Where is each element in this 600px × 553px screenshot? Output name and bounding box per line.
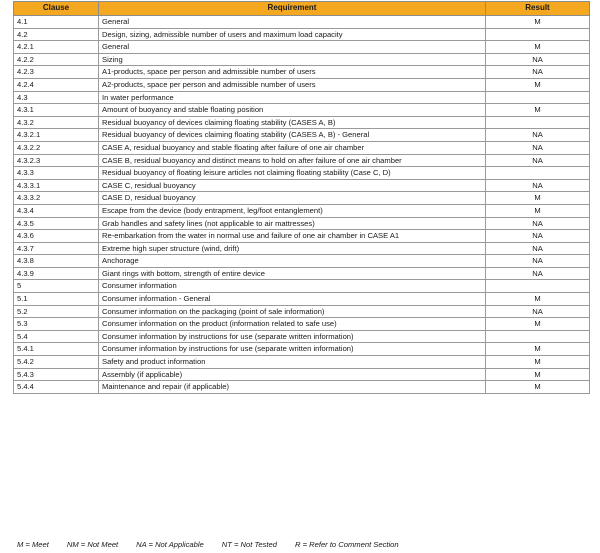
table-row — [14, 242, 590, 255]
requirement-cell: Grab handles and safety lines (not applicable to air mattresses) — [99, 217, 486, 230]
result-cell — [486, 28, 590, 41]
clause-cell: 5.4.4 — [14, 381, 99, 394]
requirement-cell: In water performance — [99, 91, 486, 104]
table-row — [14, 368, 590, 381]
table-row — [14, 179, 590, 192]
result-cell: M — [486, 343, 590, 356]
table-row — [14, 255, 590, 268]
table-row — [14, 204, 590, 217]
requirement-cell: CASE D, residual buoyancy — [99, 192, 486, 205]
result-cell — [486, 116, 590, 129]
clause-cell: 4.2.4 — [14, 78, 99, 91]
result-cell: M — [486, 356, 590, 369]
result-column-header: Result — [486, 2, 590, 16]
result-cell — [486, 167, 590, 180]
requirement-cell: Consumer information by instructions for use (separate written information) — [99, 330, 486, 343]
table-row — [14, 280, 590, 293]
result-cell: NA — [486, 255, 590, 268]
clause-cell: 4.3.5 — [14, 217, 99, 230]
clause-cell: 4.3.8 — [14, 255, 99, 268]
table-row — [14, 230, 590, 243]
clause-cell: 5.4.3 — [14, 368, 99, 381]
clause-cell: 4.3.7 — [14, 242, 99, 255]
requirement-cell: Consumer information by instructions for use (separate written information) — [99, 343, 486, 356]
requirement-cell: CASE A, residual buoyancy and stable floating after failure of one air chamber — [99, 141, 486, 154]
table-row — [14, 141, 590, 154]
clause-cell: 4.1 — [14, 16, 99, 29]
requirement-cell: General — [99, 41, 486, 54]
table-body — [14, 16, 590, 394]
legend-item: NT = Not Tested — [221, 540, 277, 549]
requirement-column-header: Requirement — [99, 2, 486, 16]
requirement-cell: Safety and product information — [99, 356, 486, 369]
table-row — [14, 28, 590, 41]
requirement-cell: CASE B, residual buoyancy and distinct means to hold on after failure of one air chamber — [99, 154, 486, 167]
clause-cell: 4.3 — [14, 91, 99, 104]
table-row — [14, 154, 590, 167]
requirement-cell: Maintenance and repair (if applicable) — [99, 381, 486, 394]
clause-cell: 4.2 — [14, 28, 99, 41]
legend-item: R = Refer to Comment Section — [295, 540, 399, 549]
result-cell: NA — [486, 230, 590, 243]
table-row — [14, 66, 590, 79]
result-cell: M — [486, 204, 590, 217]
clause-cell: 4.3.4 — [14, 204, 99, 217]
result-cell: NA — [486, 154, 590, 167]
table-row — [14, 356, 590, 369]
requirement-cell: Consumer information on the packaging (point of sale information) — [99, 305, 486, 318]
requirement-cell: Consumer information on the product (information related to safe use) — [99, 318, 486, 331]
legend-item: NM = Not Meet — [66, 540, 119, 549]
table-row — [14, 192, 590, 205]
clause-cell: 4.3.9 — [14, 267, 99, 280]
result-cell — [486, 91, 590, 104]
requirement-cell: Sizing — [99, 53, 486, 66]
table-row — [14, 104, 590, 117]
result-cell: NA — [486, 267, 590, 280]
result-cell: M — [486, 381, 590, 394]
requirements-table — [13, 1, 590, 394]
clause-cell: 4.3.1 — [14, 104, 99, 117]
table-row — [14, 330, 590, 343]
result-cell: NA — [486, 305, 590, 318]
result-cell — [486, 330, 590, 343]
clause-cell: 4.3.3.2 — [14, 192, 99, 205]
requirement-cell: Anchorage — [99, 255, 486, 268]
clause-cell: 5.2 — [14, 305, 99, 318]
clause-cell: 4.3.3 — [14, 167, 99, 180]
requirement-cell: Consumer information - General — [99, 293, 486, 306]
table-row — [14, 381, 590, 394]
result-cell: M — [486, 41, 590, 54]
result-cell: NA — [486, 242, 590, 255]
clause-cell: 5.3 — [14, 318, 99, 331]
clause-cell: 4.3.2 — [14, 116, 99, 129]
result-cell: M — [486, 16, 590, 29]
result-cell: M — [486, 368, 590, 381]
result-cell: NA — [486, 217, 590, 230]
result-cell: NA — [486, 129, 590, 142]
table-row — [14, 16, 590, 29]
table-header-row — [14, 2, 590, 16]
table-row — [14, 293, 590, 306]
table-row — [14, 91, 590, 104]
table-row — [14, 305, 590, 318]
result-cell: NA — [486, 66, 590, 79]
clause-cell: 4.3.3.1 — [14, 179, 99, 192]
result-cell: M — [486, 104, 590, 117]
requirement-cell: Residual buoyancy of devices claiming floating stability (CASES A, B) - General — [99, 129, 486, 142]
requirement-cell: Escape from the device (body entrapment, leg/foot entanglement) — [99, 204, 486, 217]
clause-cell: 4.2.2 — [14, 53, 99, 66]
requirement-cell: Extreme high super structure (wind, drift) — [99, 242, 486, 255]
clause-cell: 5.1 — [14, 293, 99, 306]
result-cell: M — [486, 318, 590, 331]
result-cell: NA — [486, 179, 590, 192]
table-row — [14, 343, 590, 356]
requirement-cell: Residual buoyancy of floating leisure articles not claiming floating stability (Case C, D) — [99, 167, 486, 180]
table-row — [14, 53, 590, 66]
table-row — [14, 41, 590, 54]
result-cell: M — [486, 192, 590, 205]
requirement-cell: A1-products, space per person and admissible number of users — [99, 66, 486, 79]
clause-cell: 4.2.3 — [14, 66, 99, 79]
clause-cell: 4.3.6 — [14, 230, 99, 243]
clause-cell: 5.4.1 — [14, 343, 99, 356]
table-row — [14, 78, 590, 91]
result-cell: M — [486, 293, 590, 306]
requirement-cell: CASE C, residual buoyancy — [99, 179, 486, 192]
clause-cell: 5 — [14, 280, 99, 293]
clause-cell: 4.3.2.3 — [14, 154, 99, 167]
result-cell: M — [486, 78, 590, 91]
requirement-cell: Consumer information — [99, 280, 486, 293]
legend-item: M = Meet — [17, 540, 49, 549]
clause-cell: 5.4.2 — [14, 356, 99, 369]
clause-cell: 5.4 — [14, 330, 99, 343]
clause-column-header: Clause — [14, 2, 99, 16]
requirement-cell: Amount of buoyancy and stable floating position — [99, 104, 486, 117]
table-row — [14, 217, 590, 230]
requirement-cell: General — [99, 16, 486, 29]
requirement-cell: Re-embarkation from the water in normal use and failure of one air chamber in CASE A1 — [99, 230, 486, 243]
requirement-cell: Giant rings with bottom, strength of entire device — [99, 267, 486, 280]
clause-cell: 4.3.2.1 — [14, 129, 99, 142]
result-legend — [17, 540, 587, 549]
requirement-cell: Residual buoyancy of devices claiming floating stability (CASES A, B) — [99, 116, 486, 129]
result-cell: NA — [486, 141, 590, 154]
table-row — [14, 116, 590, 129]
result-cell: NA — [486, 53, 590, 66]
clause-cell: 4.3.2.2 — [14, 141, 99, 154]
table-row — [14, 129, 590, 142]
legend-item: NA = Not Applicable — [136, 540, 204, 549]
requirement-cell: A2-products, space per person and admissible number of users — [99, 78, 486, 91]
clause-cell: 4.2.1 — [14, 41, 99, 54]
requirement-cell: Design, sizing, admissible number of users and maximum load capacity — [99, 28, 486, 41]
requirement-cell: Assembly (if applicable) — [99, 368, 486, 381]
table-row — [14, 167, 590, 180]
table-row — [14, 318, 590, 331]
table-row — [14, 267, 590, 280]
result-cell — [486, 280, 590, 293]
